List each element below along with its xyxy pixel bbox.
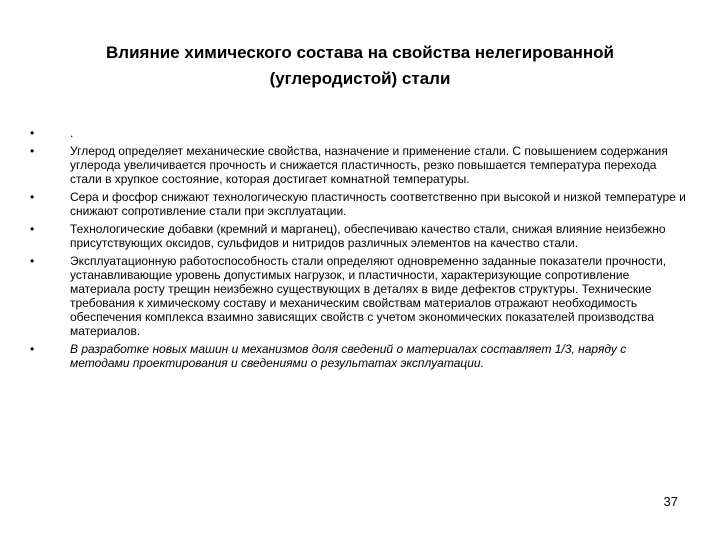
bullet-item-1 xyxy=(28,126,688,140)
bullet-dot: • xyxy=(30,126,35,140)
bullet-item-6 xyxy=(28,342,688,370)
bullet-item-4 xyxy=(28,222,688,250)
bullet-item-2 xyxy=(28,144,688,186)
slide-title-line-1: Влияние химического состава на свойства нелегированной xyxy=(106,43,614,62)
bullet-text-2: Углерод определяет механические свойства, назначение и применение стали. С повышением содержания углерода увеличивается прочность и снижается пластичность, резко повышается температура перехода стали в хрупкое состояние, которая достигает комнатной температуры. xyxy=(70,144,668,186)
slide-title-line-2: (углеродистой) стали xyxy=(269,69,451,88)
page-number: 37 xyxy=(663,494,678,509)
bullet-dot: • xyxy=(30,222,35,236)
bullet-text-5: Эксплуатационную работоспособность стали определяют одновременно заданные показатели прочности, устанавливающие уровень допустимых нагрузок, и пластичности, характеризующие сопротивление материала росту трещин неизбежно существующих в деталях в виде дефектов структуры. Технические требования к химическому составу и механическим свойствам материалов отражают необходимость обеспечения комплекса взаимно зависящих свойств с учетом экономических показателей производства материалов. xyxy=(70,254,667,338)
bullet-text-1: . xyxy=(70,126,74,140)
bullet-list xyxy=(28,126,688,374)
bullet-text-3: Сера и фосфор снижают технологическую пластичность соответственно при высокой и низкой температуре и снижают сопротивление стали при эксплуатации. xyxy=(70,190,686,218)
bullet-item-3 xyxy=(28,190,688,218)
bullet-dot: • xyxy=(30,190,35,204)
bullet-dot: • xyxy=(30,342,35,356)
bullet-text-4: Технологические добавки (кремний и марганец), обеспечиваю качество стали, снижая влияние неизбежно присутствующих оксидов, сульфидов и нитридов различных элементов на качество стали. xyxy=(70,222,666,250)
bullet-text-6: В разработке новых машин и механизмов доля сведений о материалах составляет 1/3, наряду с методами проектирования и сведениями о результатах эксплуатации. xyxy=(70,342,627,370)
bullet-dot: • xyxy=(30,144,35,158)
bullet-dot: • xyxy=(30,254,35,268)
slide-title xyxy=(40,40,680,92)
bullet-item-5 xyxy=(28,254,688,338)
